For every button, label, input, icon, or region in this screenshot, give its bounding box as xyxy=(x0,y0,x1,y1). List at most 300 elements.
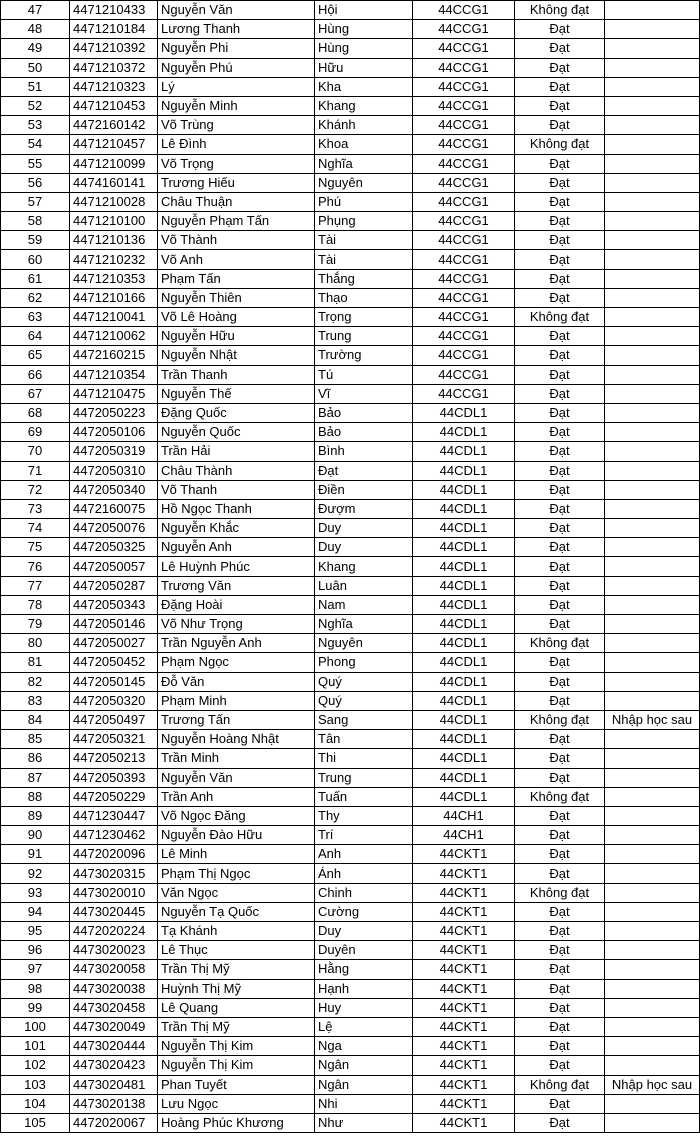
student-id-cell: 4472050229 xyxy=(70,787,158,806)
note-cell xyxy=(605,480,700,499)
given-name-cell: Phụng xyxy=(315,212,413,231)
result-cell: Không đạt xyxy=(515,710,605,729)
row-number-cell: 69 xyxy=(1,423,70,442)
class-code-cell: 44CCG1 xyxy=(413,173,515,192)
row-number-cell: 50 xyxy=(1,58,70,77)
student-id-cell: 4471210041 xyxy=(70,308,158,327)
given-name-cell: Hạnh xyxy=(315,979,413,998)
table-row xyxy=(1,653,700,672)
result-cell: Đạt xyxy=(515,691,605,710)
given-name-cell: Nga xyxy=(315,1037,413,1056)
given-name-cell: Sang xyxy=(315,710,413,729)
family-name-cell: Lê Thục xyxy=(158,941,315,960)
note-cell xyxy=(605,499,700,518)
table-row xyxy=(1,615,700,634)
class-code-cell: 44CCG1 xyxy=(413,269,515,288)
note-cell xyxy=(605,308,700,327)
family-name-cell: Nguyễn Tạ Quốc xyxy=(158,902,315,921)
note-cell xyxy=(605,346,700,365)
family-name-cell: Hồ Ngọc Thanh xyxy=(158,499,315,518)
result-cell: Đạt xyxy=(515,423,605,442)
class-code-cell: 44CDL1 xyxy=(413,442,515,461)
given-name-cell: Quý xyxy=(315,691,413,710)
result-cell: Không đạt xyxy=(515,1,605,20)
class-code-cell: 44CDL1 xyxy=(413,710,515,729)
note-cell xyxy=(605,1017,700,1036)
student-id-cell: 4472050027 xyxy=(70,634,158,653)
class-code-cell: 44CCG1 xyxy=(413,365,515,384)
row-number-cell: 93 xyxy=(1,883,70,902)
result-cell: Đạt xyxy=(515,922,605,941)
given-name-cell: Tân xyxy=(315,730,413,749)
student-id-cell: 4471210184 xyxy=(70,20,158,39)
family-name-cell: Võ Thành xyxy=(158,231,315,250)
result-cell: Đạt xyxy=(515,58,605,77)
given-name-cell: Nam xyxy=(315,595,413,614)
family-name-cell: Võ Thanh xyxy=(158,480,315,499)
class-code-cell: 44CKT1 xyxy=(413,845,515,864)
result-cell: Đạt xyxy=(515,519,605,538)
student-id-cell: 4473020481 xyxy=(70,1075,158,1094)
table-row xyxy=(1,845,700,864)
class-code-cell: 44CDL1 xyxy=(413,595,515,614)
class-code-cell: 44CDL1 xyxy=(413,691,515,710)
student-id-cell: 4472050319 xyxy=(70,442,158,461)
result-cell: Đạt xyxy=(515,826,605,845)
family-name-cell: Lưu Ngọc xyxy=(158,1094,315,1113)
table-row xyxy=(1,768,700,787)
row-number-cell: 82 xyxy=(1,672,70,691)
row-number-cell: 72 xyxy=(1,480,70,499)
table-row xyxy=(1,39,700,58)
row-number-cell: 80 xyxy=(1,634,70,653)
row-number-cell: 57 xyxy=(1,192,70,211)
family-name-cell: Nguyễn Thiên xyxy=(158,288,315,307)
note-cell xyxy=(605,749,700,768)
table-row xyxy=(1,883,700,902)
note-cell xyxy=(605,845,700,864)
note-cell xyxy=(605,212,700,231)
note-cell xyxy=(605,864,700,883)
table-row xyxy=(1,231,700,250)
family-name-cell: Châu Thuận xyxy=(158,192,315,211)
note-cell xyxy=(605,538,700,557)
class-code-cell: 44CDL1 xyxy=(413,461,515,480)
student-id-cell: 4473020010 xyxy=(70,883,158,902)
family-name-cell: Trần Hải xyxy=(158,442,315,461)
family-name-cell: Nguyễn Minh xyxy=(158,96,315,115)
class-code-cell: 44CCG1 xyxy=(413,20,515,39)
class-code-cell: 44CDL1 xyxy=(413,615,515,634)
given-name-cell: Trí xyxy=(315,826,413,845)
row-number-cell: 71 xyxy=(1,461,70,480)
row-number-cell: 91 xyxy=(1,845,70,864)
row-number-cell: 100 xyxy=(1,1017,70,1036)
class-code-cell: 44CDL1 xyxy=(413,557,515,576)
class-code-cell: 44CKT1 xyxy=(413,922,515,941)
student-id-cell: 4473020315 xyxy=(70,864,158,883)
note-cell xyxy=(605,250,700,269)
student-id-cell: 4471210062 xyxy=(70,327,158,346)
table-row xyxy=(1,672,700,691)
given-name-cell: Duy xyxy=(315,538,413,557)
note-cell: Nhập học sau xyxy=(605,710,700,729)
note-cell xyxy=(605,615,700,634)
table-row xyxy=(1,212,700,231)
student-id-cell: 4471230462 xyxy=(70,826,158,845)
family-name-cell: Nguyễn Đào Hữu xyxy=(158,826,315,845)
student-id-cell: 4472160075 xyxy=(70,499,158,518)
table-row xyxy=(1,998,700,1017)
result-cell: Đạt xyxy=(515,576,605,595)
given-name-cell: Quý xyxy=(315,672,413,691)
family-name-cell: Trần Thị Mỹ xyxy=(158,960,315,979)
table-row xyxy=(1,922,700,941)
row-number-cell: 49 xyxy=(1,39,70,58)
result-cell: Đạt xyxy=(515,403,605,422)
class-code-cell: 44CCG1 xyxy=(413,77,515,96)
row-number-cell: 59 xyxy=(1,231,70,250)
class-code-cell: 44CDL1 xyxy=(413,653,515,672)
given-name-cell: Tài xyxy=(315,231,413,250)
table-row xyxy=(1,154,700,173)
result-cell: Đạt xyxy=(515,365,605,384)
table-row xyxy=(1,327,700,346)
student-id-cell: 4473020058 xyxy=(70,960,158,979)
student-id-cell: 4472160215 xyxy=(70,346,158,365)
table-row xyxy=(1,710,700,729)
family-name-cell: Trần Thanh xyxy=(158,365,315,384)
row-number-cell: 75 xyxy=(1,538,70,557)
note-cell xyxy=(605,826,700,845)
row-number-cell: 73 xyxy=(1,499,70,518)
given-name-cell: Nghĩa xyxy=(315,154,413,173)
note-cell xyxy=(605,173,700,192)
row-number-cell: 85 xyxy=(1,730,70,749)
family-name-cell: Trần Minh xyxy=(158,749,315,768)
row-number-cell: 70 xyxy=(1,442,70,461)
class-code-cell: 44CKT1 xyxy=(413,864,515,883)
table-row xyxy=(1,691,700,710)
result-cell: Đạt xyxy=(515,250,605,269)
result-cell: Đạt xyxy=(515,615,605,634)
class-code-cell: 44CDL1 xyxy=(413,519,515,538)
given-name-cell: Vĩ xyxy=(315,384,413,403)
table-row xyxy=(1,1037,700,1056)
class-code-cell: 44CKT1 xyxy=(413,998,515,1017)
family-name-cell: Nguyễn Phi xyxy=(158,39,315,58)
class-code-cell: 44CCG1 xyxy=(413,1,515,20)
given-name-cell: Thắng xyxy=(315,269,413,288)
row-number-cell: 76 xyxy=(1,557,70,576)
family-name-cell: Phạm Minh xyxy=(158,691,315,710)
given-name-cell: Nguyên xyxy=(315,634,413,653)
given-name-cell: Bảo xyxy=(315,403,413,422)
student-id-cell: 4471210100 xyxy=(70,212,158,231)
student-id-cell: 4472050325 xyxy=(70,538,158,557)
table-row xyxy=(1,595,700,614)
result-cell: Đạt xyxy=(515,212,605,231)
given-name-cell: Ngân xyxy=(315,1075,413,1094)
row-number-cell: 90 xyxy=(1,826,70,845)
given-name-cell: Duyên xyxy=(315,941,413,960)
note-cell xyxy=(605,20,700,39)
table-row xyxy=(1,634,700,653)
family-name-cell: Trương Hiếu xyxy=(158,173,315,192)
row-number-cell: 54 xyxy=(1,135,70,154)
given-name-cell: Duy xyxy=(315,922,413,941)
given-name-cell: Nguyên xyxy=(315,173,413,192)
result-cell: Đạt xyxy=(515,730,605,749)
class-code-cell: 44CCG1 xyxy=(413,231,515,250)
given-name-cell: Hội xyxy=(315,1,413,20)
class-code-cell: 44CCG1 xyxy=(413,135,515,154)
table-row xyxy=(1,557,700,576)
note-cell xyxy=(605,998,700,1017)
student-id-cell: 4472160142 xyxy=(70,116,158,135)
table-row xyxy=(1,576,700,595)
student-id-cell: 4472050452 xyxy=(70,653,158,672)
class-code-cell: 44CH1 xyxy=(413,826,515,845)
table-row xyxy=(1,480,700,499)
given-name-cell: Lệ xyxy=(315,1017,413,1036)
result-cell: Đạt xyxy=(515,288,605,307)
row-number-cell: 92 xyxy=(1,864,70,883)
class-code-cell: 44CH1 xyxy=(413,806,515,825)
row-number-cell: 47 xyxy=(1,1,70,20)
row-number-cell: 51 xyxy=(1,77,70,96)
given-name-cell: Hùng xyxy=(315,39,413,58)
student-id-cell: 4473020445 xyxy=(70,902,158,921)
row-number-cell: 77 xyxy=(1,576,70,595)
student-id-cell: 4471210353 xyxy=(70,269,158,288)
class-code-cell: 44CCG1 xyxy=(413,384,515,403)
given-name-cell: Trung xyxy=(315,768,413,787)
table-row xyxy=(1,269,700,288)
class-code-cell: 44CKT1 xyxy=(413,1037,515,1056)
class-code-cell: 44CKT1 xyxy=(413,1056,515,1075)
note-cell xyxy=(605,327,700,346)
row-number-cell: 65 xyxy=(1,346,70,365)
table-row xyxy=(1,941,700,960)
table-row xyxy=(1,173,700,192)
student-id-cell: 4472050106 xyxy=(70,423,158,442)
note-cell xyxy=(605,135,700,154)
student-id-cell: 4472020096 xyxy=(70,845,158,864)
note-cell xyxy=(605,96,700,115)
note-cell xyxy=(605,1113,700,1132)
note-cell xyxy=(605,519,700,538)
given-name-cell: Nhi xyxy=(315,1094,413,1113)
family-name-cell: Lê Đình xyxy=(158,135,315,154)
class-code-cell: 44CDL1 xyxy=(413,730,515,749)
family-name-cell: Đặng Hoài xyxy=(158,595,315,614)
family-name-cell: Phạm Thị Ngọc xyxy=(158,864,315,883)
row-number-cell: 98 xyxy=(1,979,70,998)
given-name-cell: Như xyxy=(315,1113,413,1132)
class-code-cell: 44CDL1 xyxy=(413,634,515,653)
note-cell xyxy=(605,116,700,135)
class-code-cell: 44CDL1 xyxy=(413,787,515,806)
result-cell: Đạt xyxy=(515,461,605,480)
note-cell xyxy=(605,634,700,653)
note-cell xyxy=(605,806,700,825)
result-cell: Đạt xyxy=(515,77,605,96)
class-code-cell: 44CCG1 xyxy=(413,250,515,269)
table-row xyxy=(1,77,700,96)
family-name-cell: Nguyễn Thị Kim xyxy=(158,1056,315,1075)
row-number-cell: 53 xyxy=(1,116,70,135)
row-number-cell: 79 xyxy=(1,615,70,634)
result-cell: Đạt xyxy=(515,672,605,691)
note-cell xyxy=(605,77,700,96)
family-name-cell: Nguyễn Văn xyxy=(158,1,315,20)
table-row xyxy=(1,58,700,77)
row-number-cell: 104 xyxy=(1,1094,70,1113)
given-name-cell: Thạo xyxy=(315,288,413,307)
row-number-cell: 101 xyxy=(1,1037,70,1056)
family-name-cell: Nguyễn Phạm Tấn xyxy=(158,212,315,231)
student-id-cell: 4471210433 xyxy=(70,1,158,20)
result-cell: Đạt xyxy=(515,96,605,115)
class-code-cell: 44CCG1 xyxy=(413,154,515,173)
student-id-cell: 4472050146 xyxy=(70,615,158,634)
student-id-cell: 4472050145 xyxy=(70,672,158,691)
class-code-cell: 44CDL1 xyxy=(413,576,515,595)
note-cell xyxy=(605,730,700,749)
student-id-cell: 4472050287 xyxy=(70,576,158,595)
result-cell: Đạt xyxy=(515,941,605,960)
table-row xyxy=(1,192,700,211)
note-cell xyxy=(605,941,700,960)
given-name-cell: Thy xyxy=(315,806,413,825)
result-cell: Đạt xyxy=(515,39,605,58)
family-name-cell: Lý xyxy=(158,77,315,96)
family-name-cell: Nguyễn Nhật xyxy=(158,346,315,365)
table-row xyxy=(1,1094,700,1113)
class-code-cell: 44CCG1 xyxy=(413,288,515,307)
row-number-cell: 58 xyxy=(1,212,70,231)
student-id-cell: 4473020423 xyxy=(70,1056,158,1075)
family-name-cell: Nguyễn Anh xyxy=(158,538,315,557)
class-code-cell: 44CKT1 xyxy=(413,883,515,902)
family-name-cell: Võ Ngọc Đăng xyxy=(158,806,315,825)
result-cell: Đạt xyxy=(515,768,605,787)
table-row xyxy=(1,384,700,403)
student-id-cell: 4472050343 xyxy=(70,595,158,614)
result-cell: Đạt xyxy=(515,595,605,614)
row-number-cell: 103 xyxy=(1,1075,70,1094)
student-id-cell: 4472050321 xyxy=(70,730,158,749)
family-name-cell: Nguyễn Phú xyxy=(158,58,315,77)
result-cell: Đạt xyxy=(515,346,605,365)
given-name-cell: Đạt xyxy=(315,461,413,480)
table-body xyxy=(1,1,700,1133)
given-name-cell: Điền xyxy=(315,480,413,499)
family-name-cell: Nguyễn Văn xyxy=(158,768,315,787)
student-id-cell: 4471210028 xyxy=(70,192,158,211)
row-number-cell: 63 xyxy=(1,308,70,327)
family-name-cell: Phạm Tấn xyxy=(158,269,315,288)
student-id-cell: 4472050393 xyxy=(70,768,158,787)
row-number-cell: 78 xyxy=(1,595,70,614)
class-code-cell: 44CCG1 xyxy=(413,308,515,327)
table-row xyxy=(1,461,700,480)
result-cell: Không đạt xyxy=(515,1075,605,1094)
table-row xyxy=(1,787,700,806)
table-row xyxy=(1,403,700,422)
table-row xyxy=(1,749,700,768)
row-number-cell: 67 xyxy=(1,384,70,403)
given-name-cell: Hùng xyxy=(315,20,413,39)
given-name-cell: Trọng xyxy=(315,308,413,327)
student-id-cell: 4472050320 xyxy=(70,691,158,710)
note-cell: Nhập học sau xyxy=(605,1075,700,1094)
given-name-cell: Khoa xyxy=(315,135,413,154)
table-row xyxy=(1,308,700,327)
student-id-cell: 4472020224 xyxy=(70,922,158,941)
family-name-cell: Võ Lê Hoàng xyxy=(158,308,315,327)
note-cell xyxy=(605,883,700,902)
student-id-cell: 4472050223 xyxy=(70,403,158,422)
result-cell: Đạt xyxy=(515,231,605,250)
class-code-cell: 44CCG1 xyxy=(413,39,515,58)
family-name-cell: Nguyễn Thị Kim xyxy=(158,1037,315,1056)
table-row xyxy=(1,730,700,749)
class-code-cell: 44CCG1 xyxy=(413,58,515,77)
table-row xyxy=(1,1113,700,1132)
result-cell: Đạt xyxy=(515,806,605,825)
student-id-cell: 4471210453 xyxy=(70,96,158,115)
class-code-cell: 44CKT1 xyxy=(413,1075,515,1094)
given-name-cell: Kha xyxy=(315,77,413,96)
given-name-cell: Tuấn xyxy=(315,787,413,806)
given-name-cell: Tú xyxy=(315,365,413,384)
note-cell xyxy=(605,653,700,672)
student-id-cell: 4473020038 xyxy=(70,979,158,998)
row-number-cell: 87 xyxy=(1,768,70,787)
table-row xyxy=(1,96,700,115)
table-row xyxy=(1,499,700,518)
given-name-cell: Hữu xyxy=(315,58,413,77)
given-name-cell: Ánh xyxy=(315,864,413,883)
class-code-cell: 44CDL1 xyxy=(413,749,515,768)
student-id-cell: 4472050076 xyxy=(70,519,158,538)
student-id-cell: 4471210323 xyxy=(70,77,158,96)
table-row xyxy=(1,538,700,557)
family-name-cell: Lê Huỳnh Phúc xyxy=(158,557,315,576)
class-code-cell: 44CKT1 xyxy=(413,1094,515,1113)
result-cell: Đạt xyxy=(515,1017,605,1036)
family-name-cell: Nguyễn Thế xyxy=(158,384,315,403)
row-number-cell: 74 xyxy=(1,519,70,538)
result-cell: Không đạt xyxy=(515,883,605,902)
class-code-cell: 44CDL1 xyxy=(413,499,515,518)
family-name-cell: Phạm Ngọc xyxy=(158,653,315,672)
given-name-cell: Trường xyxy=(315,346,413,365)
result-cell: Đạt xyxy=(515,998,605,1017)
class-code-cell: 44CDL1 xyxy=(413,423,515,442)
class-code-cell: 44CDL1 xyxy=(413,672,515,691)
note-cell xyxy=(605,423,700,442)
result-cell: Đạt xyxy=(515,902,605,921)
result-cell: Đạt xyxy=(515,384,605,403)
class-code-cell: 44CCG1 xyxy=(413,192,515,211)
family-name-cell: Trương Văn xyxy=(158,576,315,595)
note-cell xyxy=(605,58,700,77)
class-code-cell: 44CKT1 xyxy=(413,1113,515,1132)
row-number-cell: 52 xyxy=(1,96,70,115)
